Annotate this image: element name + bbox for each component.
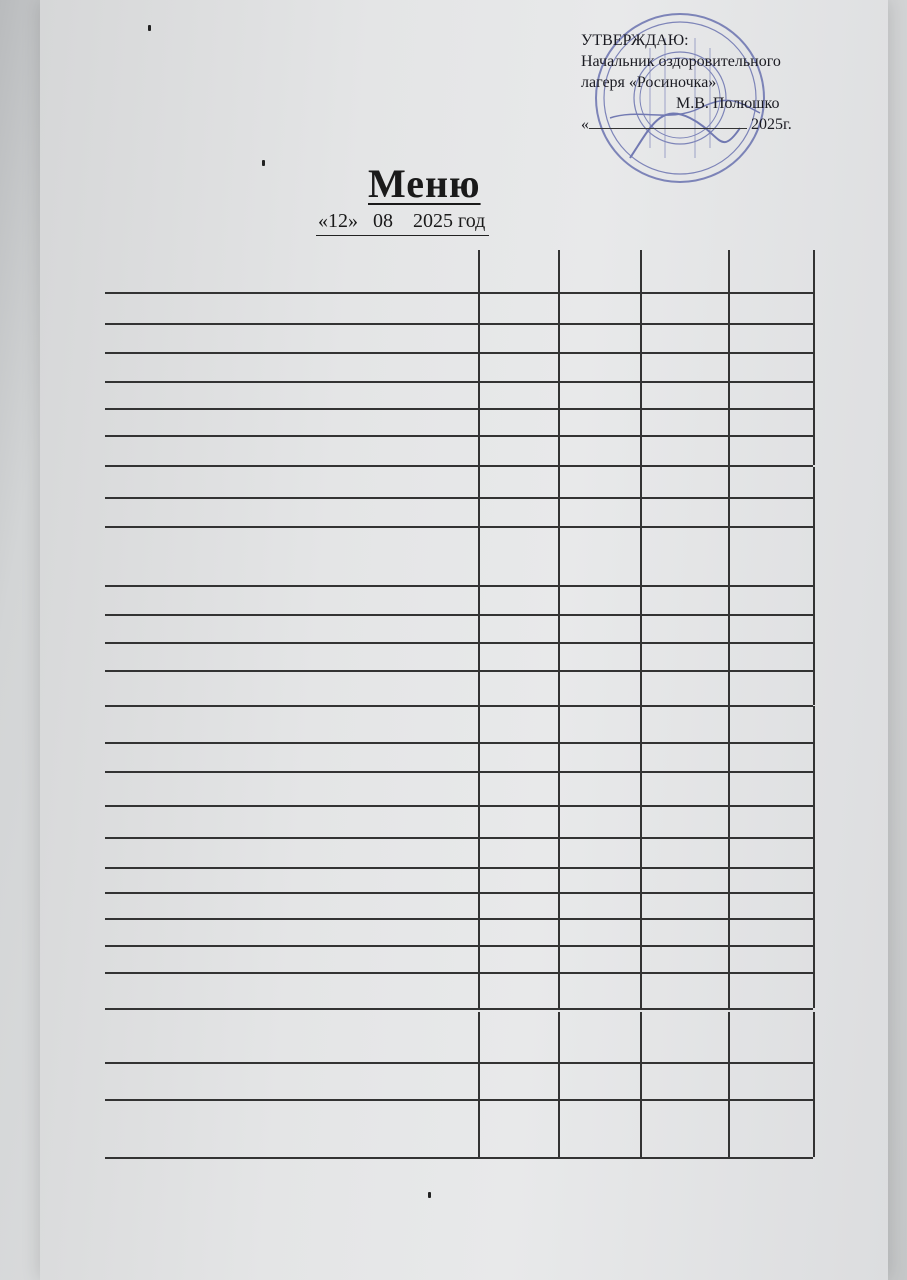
row-divider	[105, 918, 813, 920]
row-divider	[105, 1062, 813, 1064]
row-divider	[105, 705, 813, 707]
row-divider	[105, 435, 813, 437]
column-divider	[558, 805, 560, 1008]
row-divider	[105, 742, 813, 744]
column-divider	[558, 250, 560, 465]
column-divider	[813, 467, 815, 705]
row-divider	[105, 614, 813, 616]
menu-date: «12» 08 2025 год	[316, 210, 489, 236]
column-divider	[478, 250, 480, 465]
row-divider	[105, 837, 813, 839]
mark	[428, 1192, 431, 1198]
column-divider	[640, 706, 642, 805]
column-divider	[728, 805, 730, 1008]
column-divider	[728, 706, 730, 805]
row-divider	[105, 642, 813, 644]
approval-block	[581, 30, 821, 135]
column-divider	[813, 250, 815, 465]
column-divider	[478, 1012, 480, 1157]
approval-date	[581, 114, 821, 135]
column-divider	[478, 706, 480, 805]
column-divider	[640, 467, 642, 705]
row-divider	[105, 805, 813, 807]
row-divider	[105, 1099, 813, 1101]
column-divider	[728, 467, 730, 705]
column-divider	[640, 250, 642, 465]
row-divider	[105, 945, 813, 947]
row-divider	[105, 1008, 813, 1010]
column-divider	[813, 1012, 815, 1157]
column-divider	[640, 1012, 642, 1157]
row-divider	[105, 465, 813, 467]
row-divider	[105, 585, 813, 587]
column-divider	[813, 805, 815, 1008]
column-divider	[558, 706, 560, 805]
column-divider	[728, 1012, 730, 1157]
page-title: Меню	[368, 161, 481, 206]
row-divider	[105, 972, 813, 974]
approval-line-2: Начальник оздоровительного	[581, 53, 781, 70]
column-divider	[558, 1012, 560, 1157]
row-divider	[105, 771, 813, 773]
mark	[148, 25, 151, 31]
approval-line-3: лагеря «Росиночка»	[581, 74, 717, 91]
row-divider	[105, 381, 813, 383]
approval-line-1: УТВЕРЖДАЮ:	[581, 32, 689, 49]
column-divider	[640, 805, 642, 1008]
column-divider	[478, 805, 480, 1008]
row-divider	[105, 526, 813, 528]
row-divider	[105, 670, 813, 672]
column-divider	[478, 467, 480, 705]
row-divider	[105, 1157, 813, 1159]
approval-date-suffix: 2025г.	[751, 116, 792, 133]
approval-date-prefix: «	[581, 116, 589, 133]
row-divider	[105, 892, 813, 894]
row-divider	[105, 497, 813, 499]
row-divider	[105, 867, 813, 869]
row-divider	[105, 352, 813, 354]
row-divider	[105, 292, 813, 294]
column-divider	[558, 467, 560, 705]
row-divider	[105, 323, 813, 325]
column-divider	[728, 250, 730, 465]
row-divider	[105, 408, 813, 410]
mark	[262, 160, 265, 166]
column-divider	[813, 706, 815, 805]
approval-name: М.В. Полюшко	[676, 95, 780, 112]
